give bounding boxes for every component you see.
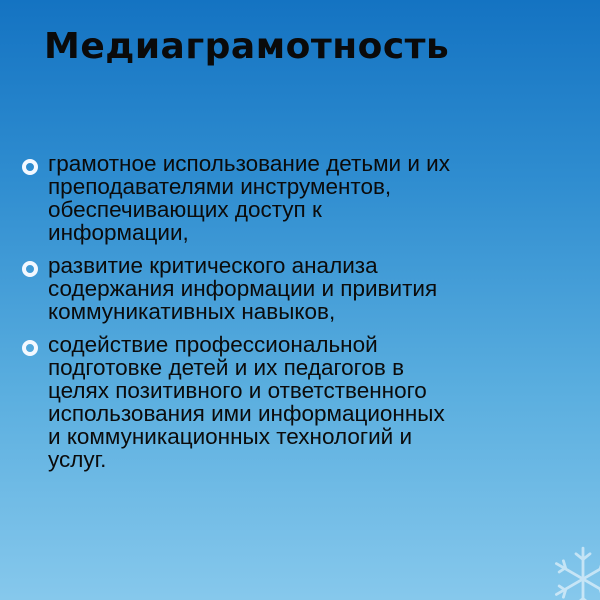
- bullet-line: развитие критического анализа: [48, 253, 378, 278]
- bullet-item: [22, 152, 582, 244]
- bullet-line: грамотное использование детьми и их: [48, 151, 451, 176]
- slide-title: Медиаграмотность: [44, 26, 450, 67]
- bullet-line: услуг.: [48, 447, 107, 472]
- bullet-line: информации,: [48, 220, 189, 245]
- bullet-line: преподавателями инструментов,: [48, 174, 392, 199]
- bullet-line: целях позитивного и ответственного: [48, 378, 427, 403]
- ring-bullet-icon: [22, 261, 38, 277]
- bullet-line: использования ими информационных: [48, 401, 445, 426]
- bullet-line: обеспечивающих доступ к: [48, 197, 322, 222]
- bullet-line: содействие профессиональной: [48, 332, 378, 357]
- snowflake-icon: [548, 544, 600, 600]
- bullet-line: и коммуникационных технологий и: [48, 424, 413, 449]
- ring-bullet-icon: [22, 340, 38, 356]
- ring-bullet-icon: [22, 159, 38, 175]
- bullet-item: [22, 333, 582, 471]
- bullet-line: коммуникативных навыков,: [48, 299, 336, 324]
- bullet-list: [22, 152, 582, 481]
- bullet-line: подготовке детей и их педагогов в: [48, 355, 405, 380]
- bullet-item: [22, 254, 582, 323]
- bullet-line: содержания информации и привития: [48, 276, 438, 301]
